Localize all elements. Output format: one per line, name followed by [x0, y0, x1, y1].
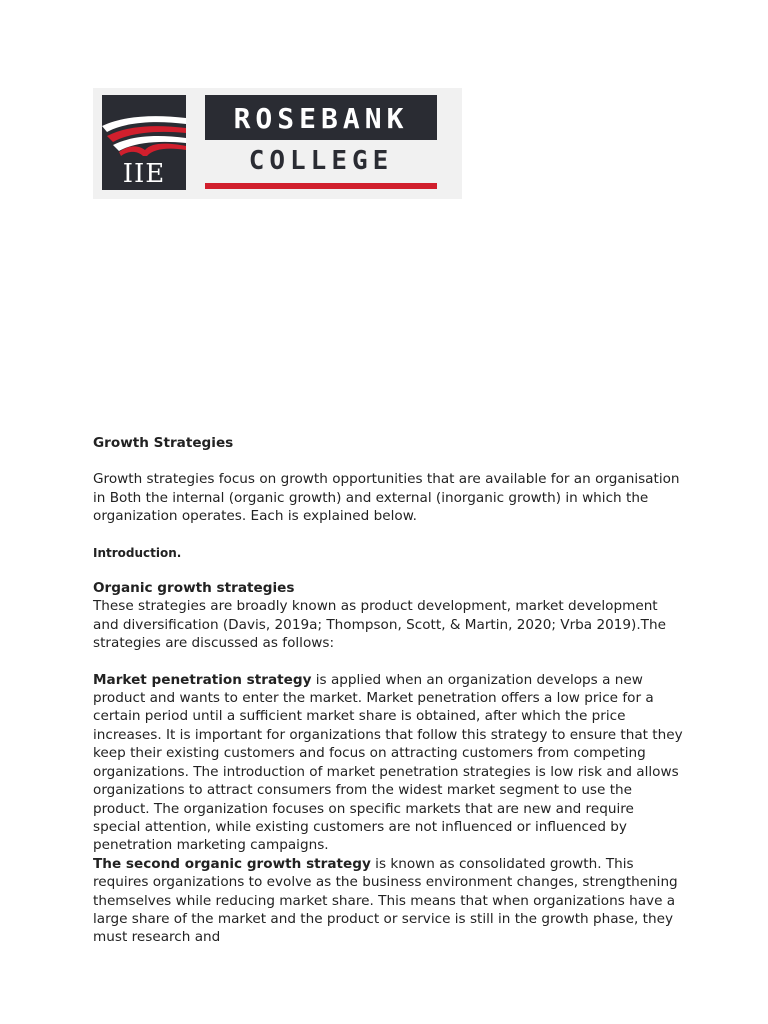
second-strategy-paragraph [93, 855, 683, 947]
organic-growth-heading: Organic growth strategies [93, 580, 295, 597]
market-penetration-label: Market penetration strategy [93, 671, 312, 688]
section-title: Growth Strategies [93, 435, 234, 451]
organic-growth-paragraph: These strategies are broadly known as product development, market development and diversification (Davis, 2019a; Thompson, Scott, & Martin, 2020; Vrba 2019).The strategies are discussed as follows: [93, 598, 666, 652]
wordmark-underline [205, 183, 437, 189]
second-strategy-label: The second organic growth strategy [93, 855, 371, 872]
market-penetration-paragraph [93, 671, 683, 855]
introduction-heading: Introduction. [93, 545, 182, 560]
logo-wordmark-college: COLLEGE [248, 146, 394, 176]
second-strategy-text: is known as consolidated growth. This requires organizations to evolve as the business environment changes, strengthening themselves while reducing market share. This means that when organizations have a large share of the market and the product or service is still in the growth phase, they must research and [93, 855, 678, 946]
rosebank-college-logo [93, 88, 462, 199]
market-penetration-text: is applied when an organization develops a new product and wants to enter the market. Market penetration offers a low price for a certain period until a sufficient market share is obtained, after which the price increases. It is important for organizations that follow this strategy to ensure that they keep their existing customers and focus on attracting customers from competing organizations. The introduction of market penetration strategies is low risk and allows organizations to attract consumers from the widest market segment to use the product. The organization focuses on specific markets that are new and require special attention, while existing customers are not influenced or influenced by penetration marketing campaigns. [93, 671, 683, 854]
document-body [93, 434, 683, 947]
intro-paragraph: Growth strategies focus on growth opportunities that are available for an organisation in Both the internal (organic growth) and external (inorganic growth) in which the organization operates. Each is explained below. [93, 471, 680, 525]
iie-emblem-text: IIE [122, 159, 166, 189]
logo-wordmark-rosebank: ROSEBANK [233, 102, 409, 135]
